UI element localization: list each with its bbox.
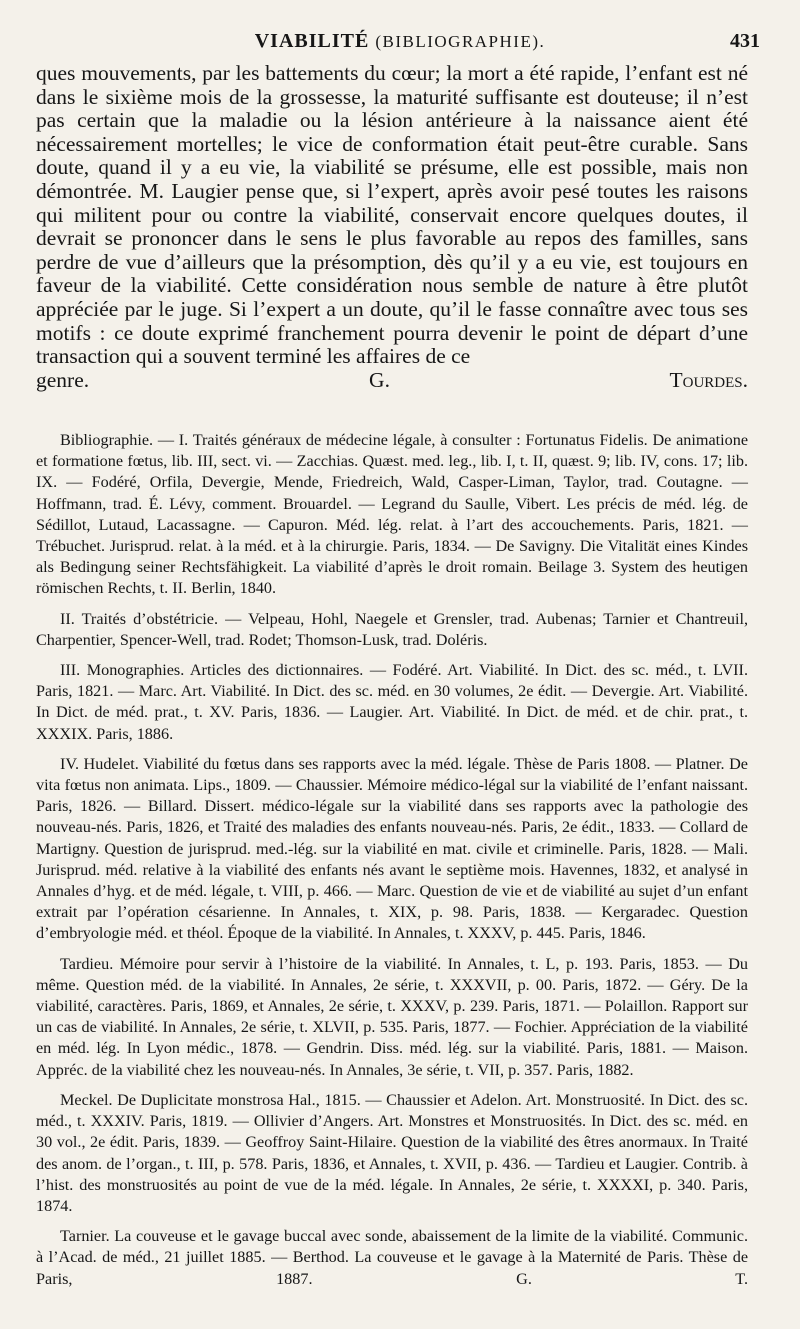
header-title-block: [0, 30, 800, 53]
bibliography-entry-3: III. Monographies. Articles des dictionnaires. — Fodéré. Art. Viabilité. In Dict. des sc. méd., t. LVII. Paris, 1821. — Marc. Art. Viabilité. In Dict. des sc. méd. en 30 volumes, 2e édit. — Devergie. Art. Viabilité. In Dict. de méd. prat., t. XV. Paris, 1836. — Laugier. Art. Viabilité. In Dict. de méd. et de chir. prat., t. XXXIX. Paris, 1886.: [36, 661, 748, 743]
running-header: [0, 28, 800, 58]
main-paragraph-block: [36, 62, 748, 392]
closing-word: genre.: [36, 367, 90, 392]
main-paragraph: ques mouvements, par les battements du cœur; la mort a été rapide, l’enfant est né dans le sixième mois de la grossesse, la maturité suffisante est douteuse; il n’est pas certain que la maladie ou la lésion antérieure à la naissance aient été nécessairement mortelles; le vice de conformation était peut-être curable. Sans doute, quand il y a eu vie, la viabilité se présume, elle est possible, mais non démontrée. M. Laugier pense que, si l’expert, après avoir pesé toutes les raisons qui militent pour ou contre la viabilité, conservait encore quelques doutes, il devrait se prononcer dans le sens le plus favorable au repos des familles, sans perdre de vue d’ailleurs que la présomption, dès qu’il y a eu vie, est toujours en faveur de la viabilité. Cette considération nous semble de nature à être plutôt appréciée par le juge. Si l’expert a un doute, qu’il le fasse connaître avec tous ses motifs : ce doute exprimé franchement pourra devenir le point de départ d’une transaction qui a souvent terminé les affaires de ce: [36, 61, 748, 369]
page-number: 431: [730, 30, 760, 52]
bibliography: [36, 430, 748, 1299]
bibliography-entry-5: Tardieu. Mémoire pour servir à l’histoire de la viabilité. In Annales, t. L, p. 193. Paris, 1853. — Du même. Question méd. de la viabilité. In Annales, 2e série, t. XXXVII, p. 00. Paris, 1872. — Géry. De la viabilité, caractères. Paris, 1869, et Annales, 2e série, t. XXXV, p. 239. Paris, 1871. — Polaillon. Rapport sur un cas de viabilité. In Annales, 2e série, t. XLVII, p. 535. Paris, 1877. — Fochier. Appréciation de la viabilité en méd. lég. In Lyon médic., 1878. — Gendrin. Diss. méd. lég. sur la viabilité. Paris, 1881. — Maison. Appréc. de la viabilité chez les nouveau-nés. In Annales, 3e série, t. VII, p. 357. Paris, 1882.: [36, 954, 748, 1079]
header-title: VIABILITÉ: [254, 30, 370, 52]
bibliography-entry-7: Tarnier. La couveuse et le gavage buccal avec sonde, abaissement de la limite de la viabilité. Communic. à l’Acad. de méd., 21 juillet 1885. — Berthod. La couveuse et le gavage à la Maternité de Paris. Thèse de Paris, 1887. G. T.: [36, 1227, 748, 1288]
bibliography-entry-2: II. Traités d’obstétricie. — Velpeau, Hohl, Naegele et Grensler, trad. Aubenas; Tarnier et Chantreuil, Charpentier, Spencer-Well, trad. Rodet; Thomson-Lusk, trad. Doléris.: [36, 609, 748, 649]
bibliography-entry-6: Meckel. De Duplicitate monstrosa Hal., 1815. — Chaussier et Adelon. Art. Monstruosité. In Dict. des sc. méd., t. XXXIV. Paris, 1819. — Ollivier d’Angers. Art. Monstres et Monstruosités. In Dict. des sc. méd. en 30 vol., 2e édit. Paris, 1839. — Geoffroy Saint-Hilaire. Question de la viabilité des êtres anormaux. In Traité des anom. de l’organ., t. III, p. 578. Paris, 1836, et Annales, t. XVII, p. 436. — Tardieu et Laugier. Contrib. à l’hist. des monstruosités au point de vue de la méd. légale. In Annales, 2e série, t. XXXXI, p. 340. Paris, 1874.: [36, 1090, 748, 1215]
bibliography-entry-1: Bibliographie. — I. Traités généraux de médecine légale, à consulter : Fortunatus Fidelis. De animatione et formatione fœtus, lib. III, sect. vi. — Zacchias. Quæst. med. leg., lib. I, t. II, quæst. 9; lib. IV, cons. 17; lib. IX. — Fodéré, Orfila, Devergie, Mende, Friedreich, Wald, Casper-Liman, Taylor, trad. Coutagne. — Hoffmann, trad. É. Lévy, comment. Brouardel. — Legrand du Saulle, Vibert. Les précis de méd. lég. de Sédillot, Lutaud, Lacassagne. — Capuron. Méd. lég. relat. à l’art des accouchements. Paris, 1821. — Trébuchet. Jurisprud. relat. à la méd. et à la chirurgie. Paris, 1834. — De Savigny. Die Vitalität eines Kindes als Bedingung seiner Rechtsfähigkeit. La viabilité d’après le droit romain. Beilage 3. System des heutigen römischen Rechts, t. II. Berlin, 1840.: [36, 431, 748, 598]
bibliography-entry-4: IV. Hudelet. Viabilité du fœtus dans ses rapports avec la méd. légale. Thèse de Paris 1808. — Platner. De vita fœtus non animata. Lips., 1809. — Chaussier. Mémoire médico-légal sur la viabilité de l’enfant naissant. Paris, 1826. — Billard. Dissert. médico-légale sur la viabilité dans ses rapports avec la pathologie des nouveau-nés. Paris, 1826, et Traité des maladies des enfants nouveau-nés. Paris, 2e édit., 1833. — Collard de Martigny. Question de jurisprud. med.-lég. sur la viabilité en mat. civile et criminelle. Paris, 1828. — Mali. Jurisprud. méd. relative à la viabilité des enfants nés avant le septième mois. Havennes, 1832, et analysé in Annales d’hyg. et de méd. légale, t. VIII, p. 466. — Marc. Question de vie et de viabilité au sujet d’un enfant extrait par l’opération césarienne. In Annales, t. XIX, p. 98. Paris, 1838. — Kergaradec. Question d’embryologie méd. et théol. Époque de la viabilité. In Annales, t. XXXV, p. 445. Paris, 1846.: [36, 754, 748, 943]
header-subtitle: (BIBLIOGRAPHIE).: [375, 32, 546, 51]
author-signature: G. Tourdes.: [369, 367, 748, 392]
closing-line: [36, 369, 748, 393]
